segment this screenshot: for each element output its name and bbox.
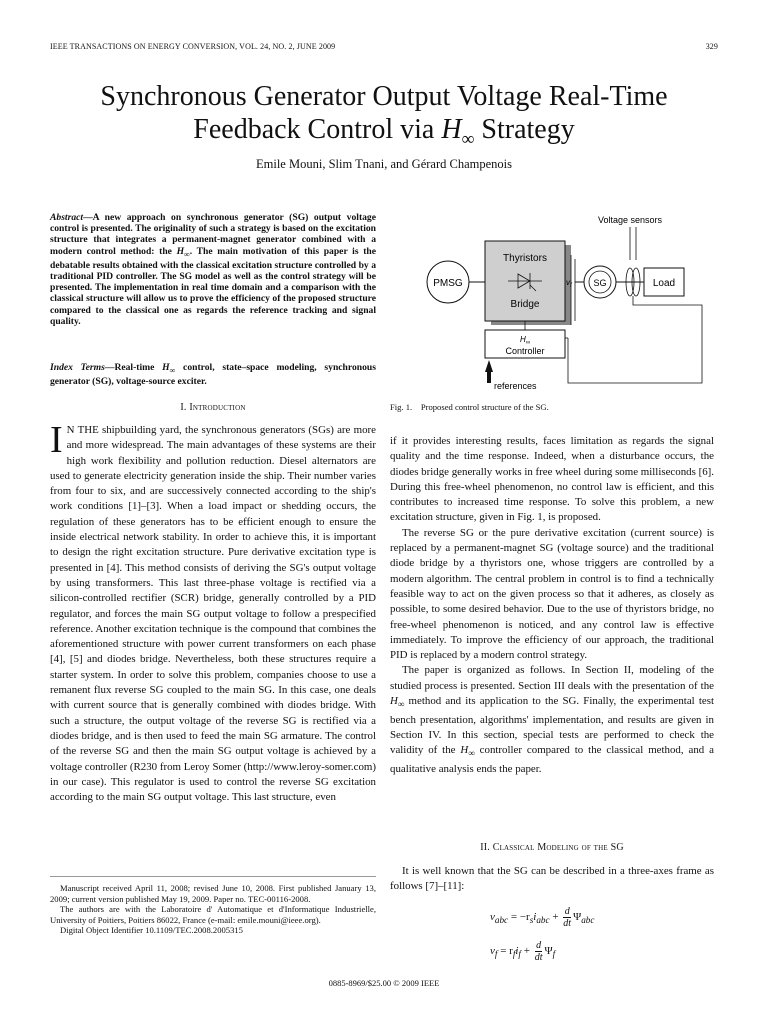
- section-2-heading: II. Classical Modeling of the SG: [480, 842, 624, 853]
- eq2-fraction: $\frac{d}{dt}$: [534, 940, 543, 963]
- caption-text: Proposed control structure of the SG.: [420, 402, 549, 412]
- references-arrow-head: [485, 360, 493, 372]
- copyright-footer: 0885-8969/$25.00 © 2009 IEEE: [328, 978, 440, 988]
- index-terms-infinity: ∞: [169, 365, 176, 375]
- controller-label: Controller: [505, 346, 545, 356]
- index-terms-text-a: Real-time: [114, 362, 163, 373]
- right-paragraph-2: The reverse SG or the pure derivative excitation (current source) is replaced by a permanent-magnet SG (voltage source) and the traditional diode bridge by a thyristors one, whose triggers are controlled by a modern algorithm. The central problem in control is to find a technically feasible way to act on the given process so that it adheres, as closely as possible, to some desired behavior. Due to the use of thyristors bridge, no free-wheel phenomenon is noticed, and any control law is effective immediately. To improve the efficiency of our approach, the traditional PID is replaced by a modern control strategy.: [390, 526, 714, 662]
- controller-h-label: $H_\infty$: [519, 335, 531, 346]
- sg-label: SG: [593, 278, 607, 288]
- right-column-text: [390, 434, 714, 777]
- footnotes: [50, 883, 376, 936]
- figure-1-caption: [390, 402, 549, 412]
- title-infinity: ∞: [461, 128, 475, 149]
- paper-title: [0, 80, 768, 156]
- voltage-sensors-label: Voltage sensors: [598, 215, 663, 225]
- footnote-1: Manuscript received April 11, 2008; revised June 10, 2008. First published January 13, 2009; current version published May 19, 2009. Paper no. TEC-00116-2008.: [50, 883, 376, 904]
- references-arrow-shaft: [487, 371, 491, 383]
- footnote-divider: [50, 876, 376, 877]
- right-paragraph-3: The paper is organized as follows. In Section II, modeling of the studied process is presented. Section III deals with the presentation of the $H_\infty$ method and its application to the SG. Finally, the experimental test bench presentation, algorithms' implementation, and results are given in Section IV. In this section, special tests are performed to check the validity of the $H_\infty$ controller compared to the classical method, and a qualitative analysis ends the paper.: [390, 664, 714, 775]
- abstract-text-a: A new approach on synchronous generator (SG) output voltage control is presented. The originality of such a strategy is based on the excitation structure that integrates a permanent-magnet generator combined with a modern control method: the: [50, 212, 376, 257]
- abstract: [50, 212, 376, 327]
- abstract-text-b: . The main motivation of this paper is the debatable results obtained with the classical excitation structure controlled by a traditional PID controller. The SG model as well as the control strategy will be presented. The implementation in real time domain and a comparison with the classical structure will allow us to prove the efficiency of the proposed structure compared to the classical one as regards the reference tracking and signal quality.: [50, 245, 376, 327]
- equation-2: $v_f = r_fi_f$ + $\frac{d}{dt}$ $\Psi_f$: [490, 940, 556, 963]
- title-H: H: [441, 114, 462, 145]
- load-label: Load: [652, 278, 676, 289]
- equation-1: $v_{abc} = -r_si_{abc}$ + $\frac{d}{dt}$ $\Psi_{abc}$: [490, 906, 595, 929]
- bridge-label: Bridge: [510, 299, 540, 310]
- feedback-line: [568, 296, 702, 383]
- eq1-fraction: $\frac{d}{dt}$: [563, 906, 572, 929]
- footnote-3: Digital Object Identifier 10.1109/TEC.2008.2005315: [60, 925, 243, 936]
- index-terms: [50, 362, 376, 387]
- footnote-2: The authors are with the Laboratoire d' Automatique et d'Informatique Industrielle, University of Poitiers, Poitiers 86022, France (e-mail: emile.mouni@ieee.org).: [50, 904, 376, 925]
- vf-label: $v_f$: [566, 278, 572, 289]
- figure-1-diagram: [390, 205, 720, 400]
- section-1-heading: I. Introduction: [180, 402, 246, 413]
- right-paragraph-1: if it provides interesting results, faces limitation as regards the signal quality and the time response. Indeed, when a disturbance occurs, the diodes bridge generally works in free wheel during some milliseconds [6]. During this free-wheel phenomenon, no control law is efficient, and this contributes to increased time response. To solve this problem, a new excitation structure, given in Fig. 1, is proposed.: [390, 435, 714, 524]
- intro-text: [50, 419, 377, 805]
- references-label: references: [494, 381, 537, 391]
- index-terms-text-b: control, state–space modeling, synchronous generator (SG), voltage-source exciter.: [50, 362, 376, 388]
- abstract-dash: —: [83, 212, 93, 223]
- title-text: Feedback Control via: [193, 114, 442, 145]
- abstract-infinity: ∞: [184, 249, 190, 259]
- index-terms-H: H: [162, 362, 170, 373]
- index-terms-dash: —: [104, 362, 115, 373]
- authors: Emile Mouni, Slim Tnani, and Gérard Champenois: [256, 157, 512, 171]
- title-line-2: [0, 113, 768, 156]
- caption-label: Fig. 1.: [390, 402, 413, 412]
- title-line-1: Synchronous Generator Output Voltage Real-Time: [100, 81, 668, 112]
- thyristors-label: Thyristors: [503, 253, 547, 264]
- page-number: 329: [705, 42, 718, 51]
- index-terms-label: Index Terms: [50, 362, 105, 373]
- running-header: IEEE TRANSACTIONS ON ENERGY CONVERSION, VOL. 24, NO. 2, JUNE 2009: [50, 42, 336, 51]
- pmsg-label: PMSG: [433, 278, 463, 289]
- intro-paragraph-1: N THE shipbuilding yard, the synchronous generators (SGs) are more and more widespread. The main advantages of these systems are their high work flexibility and pollution reduction. Diesel alternators are used to generate electricity generation inside the ship. Their number varies from four to six, and are successively connected according to the ship's work conditions [1]–[3]. When a load impact or shedding occurs, the regulation of these generators has to be efficient enough to ensure the inside electrical network stability. In order to achieve this, it is important to design the right excitation structure. Pure derivative excitation type is presented in [4]. This method consists of deriving the SG's output voltage by using transformers. This last three-phase voltage is rectified via a silicon-controlled rectifier (SCR) bridge, generally controlled by a PID regulator, and forces the main SG output voltage to follow a prespecified reference. Another excitation technique is the compound that combines the aforementioned structure with power current transformers on each phase [4], [5] and diodes bridge. Nevertheless, both these structures require a starter system. In order to solve this problem, companies choose to use a remanent flux reverse SG coupled to the main SG. In this case, one deals with current source that is generally combined with diodes bridge. With such a structure, the output voltage of the reverse SG is rectified via a diodes bridge, and is then used to feed the main SG armature. The control of the reverse SG and then the main SG output voltage is achieved by a voltage controller (R230 from Leroy Somer (http://www.leroy-somer.com) in our case). This regulator is used to control the reverse SG excitation according to the main SG output voltage. This last structure, even: [50, 424, 377, 804]
- drop-cap: I: [50, 419, 63, 461]
- abstract-label: Abstract: [50, 212, 84, 223]
- section-2-text: It is well known that the SG can be described in a three-axes frame as follows [7]–[11]:: [390, 865, 714, 893]
- abstract-H: H: [176, 245, 185, 257]
- title-text-end: Strategy: [474, 114, 575, 145]
